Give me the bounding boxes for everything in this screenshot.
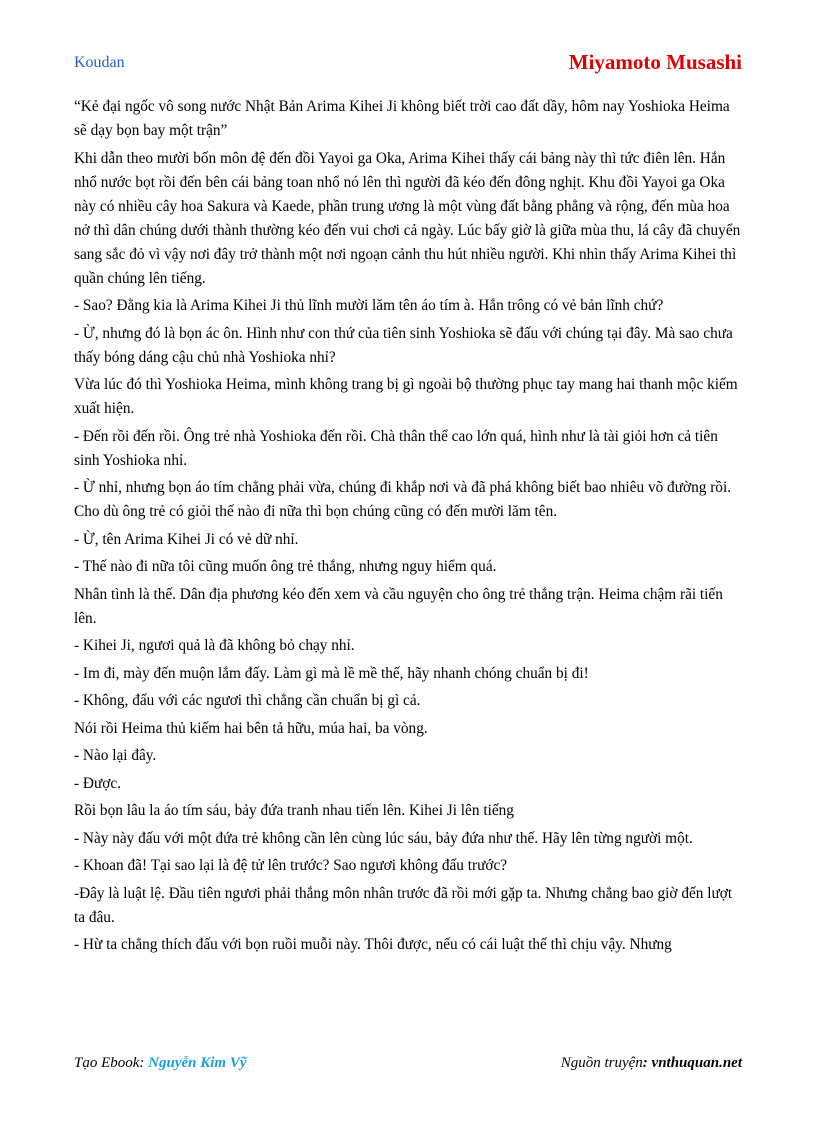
book-series-label: Koudan: [74, 54, 125, 71]
paragraph: Nhân tình là thế. Dân địa phương kéo đến xem và cầu nguyện cho ông trẻ thắng trận. Heima chậm rãi tiến lên.: [74, 585, 723, 627]
paragraph: Khi dẫn theo mười bốn môn đệ đến đồi Yayoi ga Oka, Arima Kihei thấy cái bảng này thì tức điên lên. Hắn nhổ nước bọt rồi đến bên cái bảng toan nhổ nó lên thì người đã kéo đến đông nghịt. Khu đồi Yayoi ga Oka này có nhiều cây hoa Sakura và Kaede, phần trung ương là một vùng đất bằng phẳng và rộng, đến mùa hoa nở thì dân chúng dưới thành thường kéo đến vui chơi cả ngày. Lúc bấy giờ là giữa mùa thu, lá cây đã chuyển sang sắc đỏ vì vậy nơi đây trở thành một nơi ngoạn cảnh thu hút nhiều người. Khi nhìn thấy Arima Kihei thì quần chúng lên tiếng.: [74, 149, 741, 287]
source-site: vnthuquan.net: [651, 1055, 742, 1071]
paragraph: - Khoan đã! Tại sao lại là đệ tử lên trước? Sao ngươi không đấu trước?: [74, 857, 508, 874]
source-credit-separator: :: [642, 1055, 652, 1071]
paragraph: Vừa lúc đó thì Yoshioka Heima, mình không trang bị gì ngoài bộ thường phục tay mang hai thanh mộc kiếm xuất hiện.: [74, 376, 738, 417]
ebook-credit-label: Tạo Ebook: [74, 1055, 140, 1071]
paragraph: - Sao? Đằng kia là Arima Kihei Ji thủ lĩnh mười lăm tên áo tím à. Hắn trông có vẻ bản lĩnh chứ?: [74, 297, 664, 314]
paragraph: “Kẻ đại ngốc vô song nước Nhật Bản Arima Kihei Ji không biết trời cao đất dầy, hôm nay Yoshioka Heima sẽ dạy bọn bay một trận”: [74, 98, 730, 139]
paragraph: - Hừ ta chẳng thích đấu với bọn ruồi muỗi này. Thôi được, nếu có cái luật thế thì chịu vậy. Nhưng: [74, 936, 672, 953]
paragraph: - Đến rồi đến rồi. Ông trẻ nhà Yoshioka đến rồi. Chà thân thể cao lớn quá, hình như là tài giỏi hơn cả tiên sinh Yoshioka nhỉ.: [74, 427, 718, 469]
page-header: [74, 50, 742, 76]
paragraph: - Được.: [74, 774, 121, 792]
paragraph: - Ừ, tên Arima Kihei Ji có vẻ dữ nhỉ.: [74, 530, 299, 548]
paragraph: Rồi bọn lâu la áo tím sáu, bảy đứa tranh nhau tiến lên. Kihei Ji lên tiếng: [74, 802, 514, 819]
paragraph: - Không, đấu với các ngươi thì chẳng cần chuẩn bị gì cả.: [74, 692, 421, 709]
paragraph: - Này này đấu với một đứa trẻ không cần lên cùng lúc sáu, bảy đứa như thế. Hãy lên từng người một.: [74, 829, 693, 847]
page-footer: [74, 1055, 742, 1077]
body-text: [74, 95, 746, 961]
paragraph: - Thế nào đi nữa tôi cũng muốn ông trẻ thắng, nhưng nguy hiểm quá.: [74, 558, 497, 575]
paragraph: - Nào lại đây.: [74, 747, 157, 764]
ebook-credit: [74, 1055, 247, 1072]
paragraph: - Kihei Ji, ngươi quả là đã không bỏ chạy nhỉ.: [74, 637, 355, 654]
paragraph: - Im đi, mày đến muộn lắm đấy. Làm gì mà lề mề thế, hãy nhanh chóng chuẩn bị đi!: [74, 664, 589, 682]
source-credit: [561, 1055, 742, 1072]
book-title: Miyamoto Musashi: [568, 50, 742, 74]
paragraph: Nói rồi Heima thủ kiếm hai bên tả hữu, múa hai, ba vòng.: [74, 719, 428, 737]
ebook-creator-name: Nguyễn Kim Vỹ: [148, 1055, 247, 1071]
paragraph: - Ừ, nhưng đó là bọn ác ôn. Hình như con thứ của tiên sinh Yoshioka sẽ đấu với chúng tại đây. Mà sao chưa thấy bóng dáng cậu chủ nhà Yoshioka nhỉ?: [74, 324, 733, 366]
ebook-credit-separator: :: [139, 1055, 149, 1071]
source-credit-label: Nguồn truyện: [560, 1055, 643, 1071]
paragraph: -Đây là luật lệ. Đầu tiên ngươi phải thắng môn nhân trước đã rồi mới gặp ta. Nhưng chẳng bao giờ đến lượt ta đâu.: [74, 884, 733, 926]
paragraph: - Ừ nhỉ, nhưng bọn áo tím chẳng phải vừa, chúng đi khắp nơi và đã phá không biết bao nhiêu võ đường rồi. Cho dù ông trẻ có giỏi thế nào đi nữa thì bọn chúng cũng có đến mười lăm tên.: [74, 479, 732, 520]
